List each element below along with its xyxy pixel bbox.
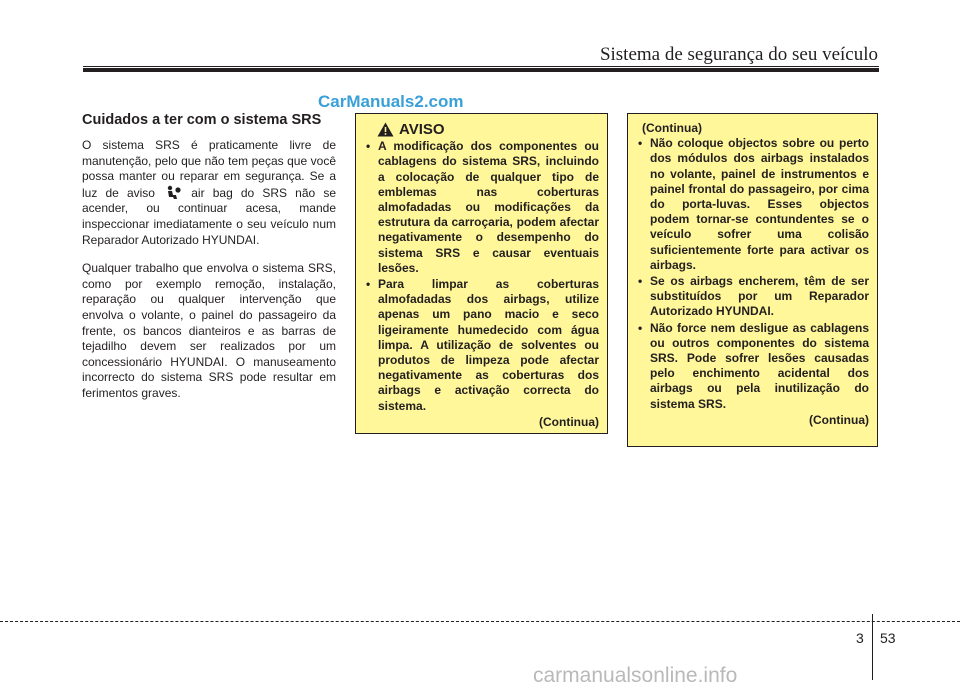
paragraph-1-text-b: air bag do SRS não se acender, ou continuar acesa, mande inspeccionar imediatamente o seu veículo num Reparador Autorizado HYUNDAI.	[82, 185, 336, 247]
page-number: 53	[880, 630, 896, 646]
left-column	[82, 112, 336, 415]
footer-rule	[0, 621, 960, 622]
warning-label: AVISO	[399, 121, 445, 138]
warning-list-2	[636, 136, 869, 412]
section-number: 3	[856, 630, 864, 646]
watermark-link[interactable]: CarManuals2.com	[318, 92, 464, 111]
header-rule	[83, 68, 879, 72]
warning-box-2	[627, 113, 878, 447]
continua-label: (Continua)	[539, 414, 599, 429]
paragraph-1	[82, 138, 336, 248]
footer-watermark: carmanualsonline.info	[533, 664, 738, 687]
continua-top-label: (Continua)	[642, 121, 702, 135]
warning-heading	[377, 122, 599, 137]
page-divider	[872, 614, 873, 680]
warning-list-1	[364, 139, 599, 414]
section-title: Cuidados a ter com o sistema SRS	[82, 112, 322, 128]
paragraph-1-text-a: O sistema SRS é praticamente livre de manutenção, pelo que não tem peças que você possa manter ou reparar em segurança. Se a luz de aviso	[82, 138, 336, 200]
header-rule-thin	[83, 66, 879, 67]
list-item: • Se os airbags encherem, têm de ser substituídos por um Reparador Autorizado HYUNDAI.	[636, 274, 869, 320]
paragraph-2: Qualquer trabalho que envolva o sistema SRS, como por exemplo remoção, instalação, reparação ou qualquer intervenção que envolva o volante, o painel do passageiro da frente, os bancos dianteiros e as barras de tejadilho devem ser realizados por um concessionário HYUNDAI. O manuseamento incorrecto do sistema SRS pode resultar em ferimentos graves.	[82, 261, 336, 400]
continua-label: (Continua)	[809, 412, 869, 427]
list-item: • Para limpar as coberturas almofadadas dos airbags, utilize apenas um pano macio e seco ligeiramente humedecido com água limpa. A utilização de solventes ou produtos de limpeza pode afectar negativamente as coberturas dos airbags e activação correcta do sistema.	[364, 277, 599, 414]
list-item: • Não force nem desligue as cablagens ou outros componentes do sistema SRS. Pode sofrer lesões causadas pelo enchimento acidental dos airbags ou pela inutilização do sistema SRS.	[636, 321, 869, 412]
airbag-warning-icon	[165, 185, 181, 200]
header-title: Sistema de segurança do seu veículo	[599, 44, 878, 65]
warning-box-1	[355, 113, 608, 434]
warning-triangle-icon	[377, 122, 394, 137]
list-item: • A modificação dos componentes ou cablagens do sistema SRS, incluindo a colocação de qualquer tipo de emblemas nas coberturas almofadadas ou modificações da estrutura da carroçaria, podem afectar negativamente o desempenho do sistema SRS e causar eventuais lesões.	[364, 139, 599, 276]
list-item: • Não coloque objectos sobre ou perto dos módulos dos airbags instalados no volante, painel de instrumentos e painel frontal do passageiro, por cima do porta-luvas. Esses objectos podem tornar-se contundentes se o veículo sofrer uma colisão suficientemente forte para activar os airbags.	[636, 136, 869, 273]
